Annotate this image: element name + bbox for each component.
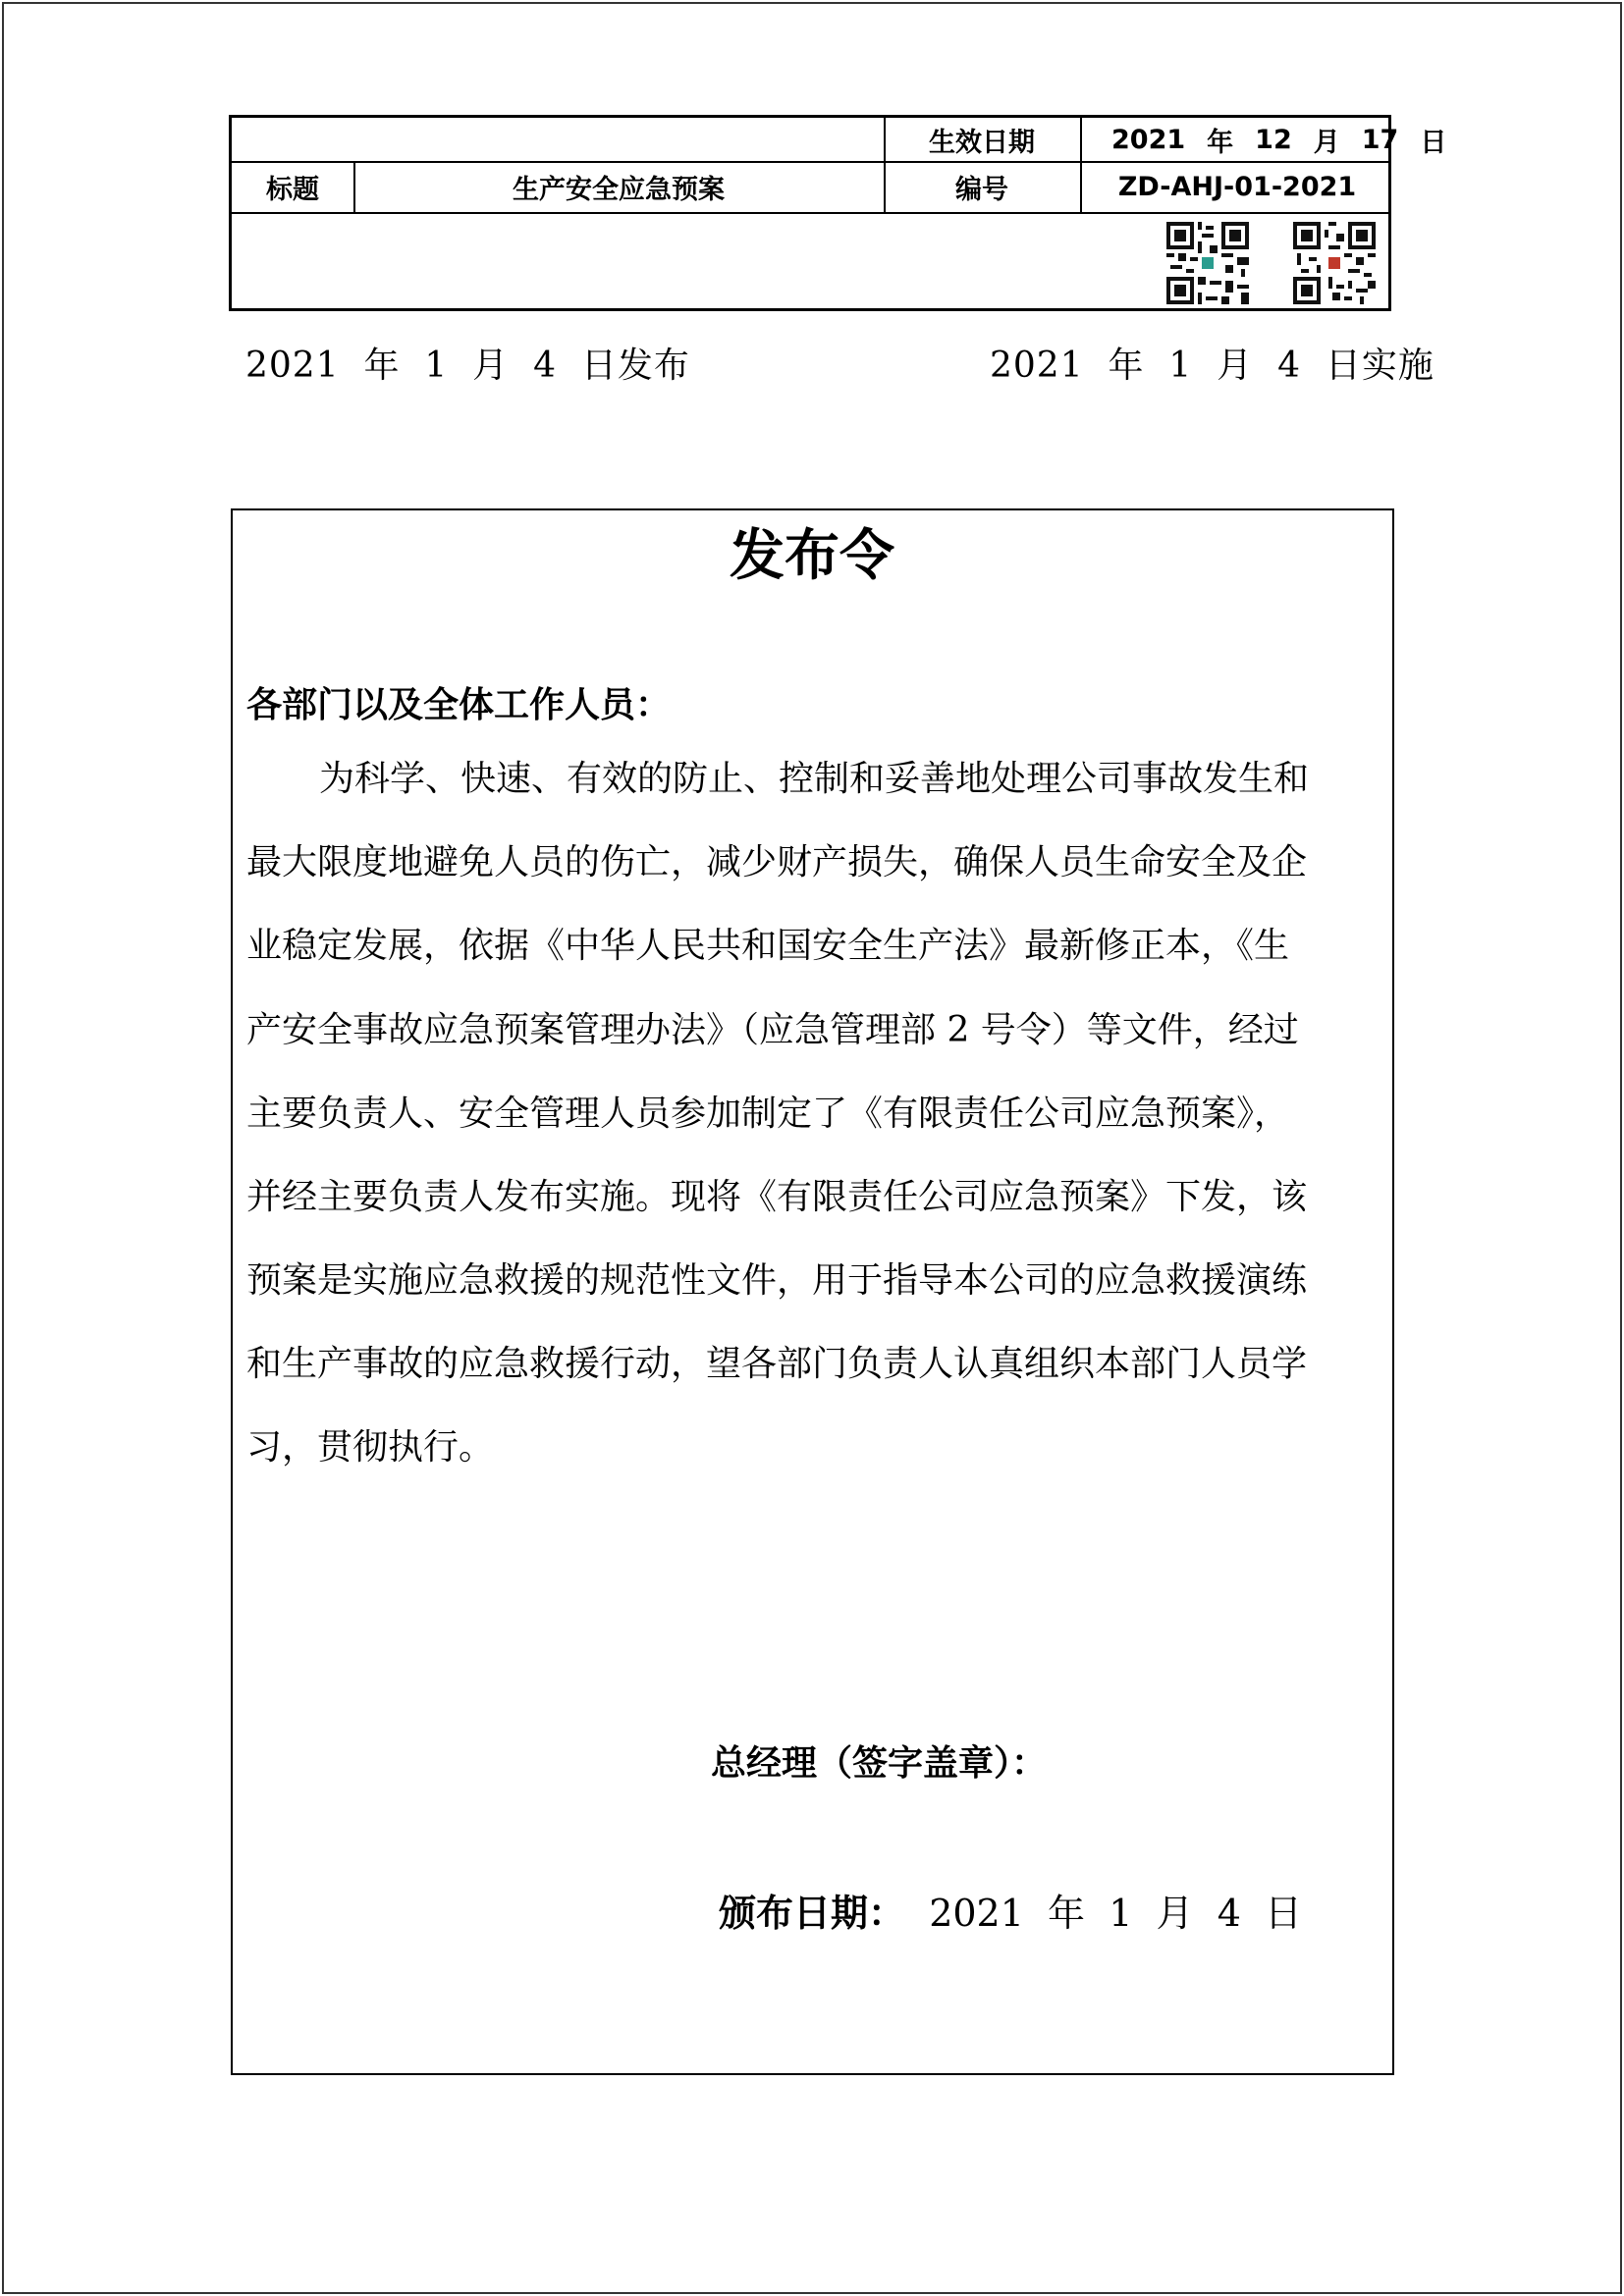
body-line: 最大限度地避免人员的伤亡，减少财产损失，确保人员生命安全及企 — [246, 842, 1308, 882]
body-line: 和生产事故的应急救援行动，望各部门负责人认真组织本部门人员学 — [246, 1344, 1308, 1384]
body-line: 主要负责人、安全管理人员参加制定了《有限责任公司应急预案》， — [246, 1094, 1290, 1134]
document-control-table — [229, 115, 1447, 311]
code-label: 编号 — [955, 174, 1008, 205]
body-line: 习，贯彻执行。 — [246, 1427, 495, 1468]
title-value: 生产安全应急预案 — [513, 174, 725, 205]
signature-label: 总经理（签字盖章）： — [711, 1743, 1048, 1784]
page-title: 发布令 — [730, 524, 894, 588]
salutation: 各部门以及全体工作人员： — [246, 685, 672, 725]
body-line: 产安全事故应急预案管理办法》（应急管理部 2 号令）等文件，经过 — [246, 1010, 1299, 1050]
issue-date: 2021 年 1 月 4 日发布 — [245, 346, 690, 386]
qr-code-icon — [1293, 222, 1376, 304]
body-line: 并经主要负责人发布实施。现将《有限责任公司应急预案》下发，该 — [246, 1177, 1308, 1217]
effective-date-label: 生效日期 — [929, 127, 1035, 158]
body-line: 业稳定发展，依据《中华人民共和国安全生产法》最新修正本，《生 — [246, 926, 1290, 966]
qr-code-icon — [1166, 222, 1249, 304]
effective-date-value: 2021 年 12 月 17 日 — [1111, 124, 1447, 158]
code-value: ZD-AHJ-01-2021 — [1117, 171, 1357, 202]
body-line: 预案是实施应急救援的规范性文件，用于指导本公司的应急救援演练 — [246, 1260, 1308, 1301]
release-date — [719, 1883, 1302, 1937]
release-date-value: 2021 年 1 月 4 日 — [929, 1892, 1303, 1935]
release-date-label: 颁布日期： — [719, 1892, 906, 1935]
implement-date: 2021 年 1 月 4 日实施 — [990, 346, 1435, 386]
title-label: 标题 — [266, 174, 319, 205]
body-line: 为科学、快速、有效的防止、控制和妥善地处理公司事故发生和 — [319, 759, 1310, 799]
